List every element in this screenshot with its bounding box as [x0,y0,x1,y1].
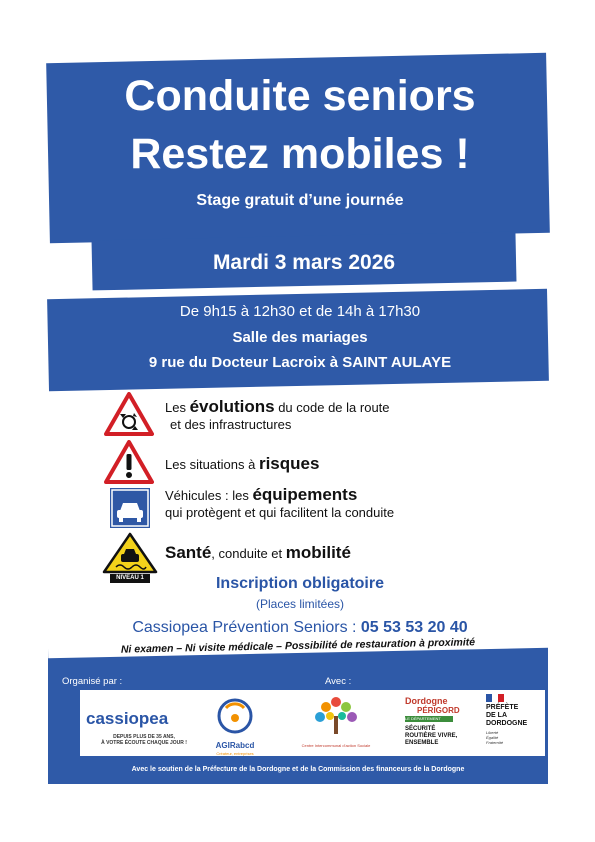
prefet-motto-3: Fraternité [486,740,504,745]
cassiopea-logo-text [86,708,196,730]
topic-text: et des infrastructures [170,417,292,432]
event-date: Mardi 3 mars 2026 [212,251,396,274]
dordogne-name2: PÉRIGORD [417,706,460,715]
dordogne-band: LE DÉPARTEMENT [405,716,453,722]
prefet-motto-2: Égalité [486,735,499,740]
topic-text: Véhicules : les [165,488,253,503]
roundabout-sign-icon [104,392,154,436]
footer-notice: Ni examen – Ni visite médicale – Possibilité de restauration à proximité [48,634,548,658]
prefet-line3: DORDOGNE [486,720,528,727]
page-subtitle: Stage gratuit d’une journée [196,192,404,209]
dordogne-security-3: ENSEMBLE [405,740,439,746]
cassiopea-tagline [92,734,196,746]
topic-risks [165,455,545,473]
agirabcd-tagline: Créateur, entreprises [216,751,254,756]
contact-name: Cassiopea Prévention Seniors : [132,619,357,636]
agirabcd-name: AGIRabcd [215,741,255,750]
topic-evolutions [165,398,545,433]
topic-keyword: équipements [252,485,358,504]
topic-keyword: Santé [165,543,212,562]
event-address: 9 rue du Docteur Lacroix à SAINT AULAYE [148,354,452,371]
event-hours: De 9h15 à 12h30 et de 14h à 17h30 [179,303,421,320]
page-title-line2: Restez mobiles ! [130,130,470,178]
topic-text: Les [165,400,190,415]
cassiopea-tagline-2: À VOTRE ÉCOUTE CHAQUE JOUR ! [101,740,187,746]
cassiopea-tagline-1: DEPUIS PLUS DE 35 ANS, [113,734,175,740]
sign-level-label: NIVEAU 1 [116,575,144,581]
contact-phone[interactable]: 05 53 53 20 40 [360,619,468,636]
centre-social-logo [300,694,372,754]
topic-health [165,544,545,562]
dordogne-security-1: SÉCURITÉ [405,726,436,732]
page-title-line1: Conduite seniors [124,72,476,120]
registration-title: Inscription obligatoire [215,575,384,592]
event-room: Salle des mariages [232,329,368,346]
dordogne-security-2: ROUTIÈRE VIVRE, [405,733,458,739]
topic-text: Les situations à [165,457,259,472]
prefet-motto-1: Liberté [486,730,499,735]
support-line: Avec le soutien de la Préfecture de la Dordogne et de la Commission des financeurs de la Dordogne [131,766,465,773]
prefet-line1: PRÉFÈTE [486,704,519,711]
with-label: Avec : [325,676,352,687]
car-sign-icon [108,486,152,530]
danger-sign-icon [104,440,154,484]
prefet-logo [486,694,544,754]
dordogne-name1: Dordogne [405,696,448,706]
topic-keyword: risques [258,454,320,473]
prefet-line2: DE LA [486,712,507,719]
organised-by-label: Organisé par : [62,676,123,687]
topic-text: du code de la route [274,400,390,415]
topic-text: qui protègent et qui facilitent la conduite [165,505,395,520]
agirabcd-logo [210,696,260,754]
registration-contact [60,619,540,637]
topic-keyword: mobilité [285,543,351,562]
topic-keyword: évolutions [189,397,275,416]
dordogne-logo [405,696,477,754]
topic-equipment [165,486,565,521]
cassiopea-name: cassiopea [86,709,169,728]
cassiopea-logo [86,700,196,750]
centre-social-tagline: Centre Intercommunal d’action Sociale [301,743,371,748]
registration-note: (Places limitées) [255,597,345,611]
prefet-flag-icon [486,694,504,702]
topic-text: , conduite et [211,546,286,561]
